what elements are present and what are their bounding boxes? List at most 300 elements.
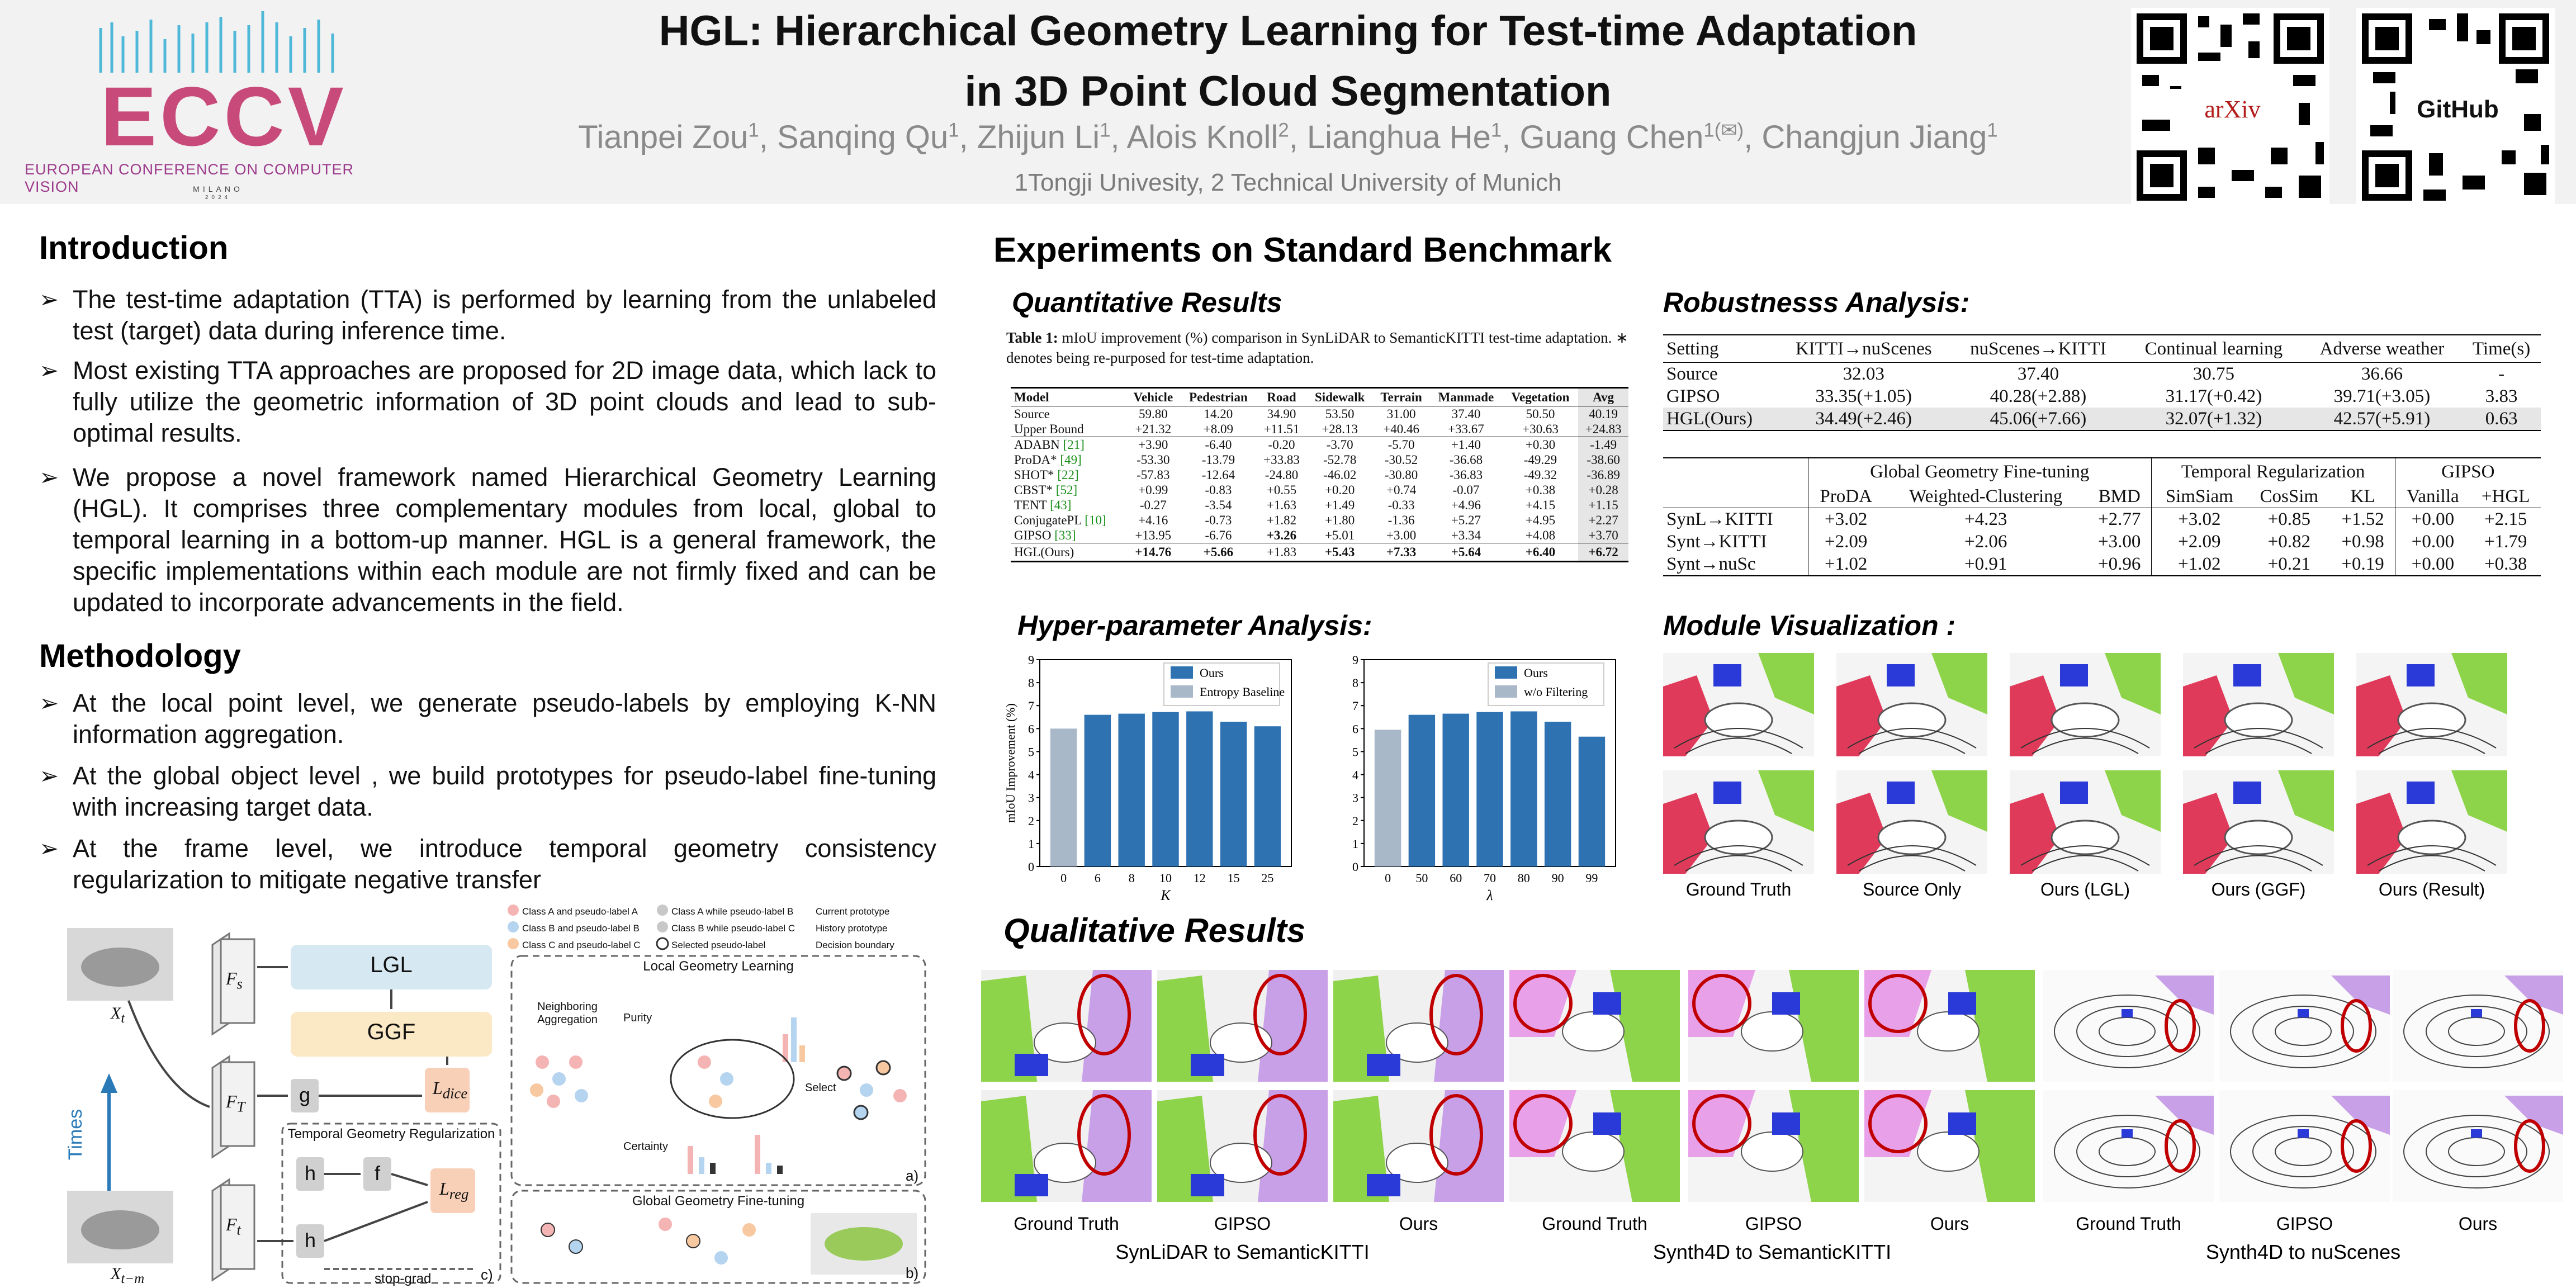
legend-label: Ours (1200, 666, 1224, 680)
model-name: SHOT* (1014, 468, 1054, 482)
table-cell: +4.15 (1525, 498, 1556, 512)
module-vis-images (1663, 653, 2513, 877)
table-cell: +5.27 (1451, 513, 1481, 527)
citation-link[interactable]: [43] (1046, 498, 1072, 512)
column-header: Model (1011, 388, 1126, 406)
table-cell: -0.83 (1205, 483, 1232, 497)
qual-label-ours-3: Ours (2458, 1214, 2498, 1234)
y-tick-label: 3 (1352, 790, 1358, 805)
table-cell: Synt→KITTI (1663, 531, 1808, 553)
table-cell: +0.99 (1138, 483, 1168, 497)
table-cell: 39.71(+3.05) (2333, 386, 2431, 406)
arxiv-label: arXiv (2170, 89, 2295, 130)
module-vis-label-gt: Ground Truth (1685, 879, 1792, 899)
citation-link[interactable]: [22] (1054, 468, 1079, 482)
x-tick-label: 0 (1060, 871, 1067, 885)
table-cell: -0.20 (1257, 437, 1307, 453)
author-name: Lianghua He (1306, 119, 1491, 155)
table-cell: +1.79 (2484, 532, 2527, 552)
y-tick-label: 4 (1352, 768, 1358, 782)
author-name: Zhijun Li (977, 119, 1100, 155)
citation-link[interactable]: [33] (1051, 528, 1076, 542)
table-cell: 37.40 (1451, 407, 1481, 421)
method-bullet-2: ➢ At the global object level , we build prototypes for pseudo-label fine-tuning with increasing target data. (39, 761, 936, 821)
robustness-heading: Robustnesss Analysis: (1663, 287, 1970, 318)
table-cell: +11.51 (1263, 422, 1300, 436)
module-vis-grid (1663, 653, 2513, 905)
table-cell: -6.76 (1205, 528, 1232, 542)
table-cell: -12.64 (1201, 468, 1235, 482)
source-model-label: $F_s$ (226, 968, 243, 992)
author-affiliation-mark: 2 (1278, 119, 1289, 141)
y-tick-label: 4 (1028, 768, 1034, 782)
table-cell: +1.02 (2151, 553, 2247, 576)
table-cell: +0.21 (2247, 553, 2331, 576)
certainty-label: Certainty (623, 1140, 669, 1153)
column-header: Avg (1578, 388, 1628, 406)
table-cell: 40.19 (1578, 406, 1628, 422)
qual-label-gipso-3: GIPSO (2276, 1214, 2333, 1234)
table-cell: +21.32 (1135, 422, 1172, 436)
table-cell: 30.75 (2193, 364, 2235, 384)
table-cell: -6.40 (1180, 437, 1257, 453)
panel-b-label: b) (906, 1265, 919, 1281)
table-row (1011, 452, 1628, 467)
reg-loss-label: $L_{reg}$ (439, 1178, 469, 1202)
qual-label-ours-2: Ours (1930, 1214, 1969, 1234)
arxiv-qr-code[interactable] (2131, 8, 2329, 206)
quantitative-heading: Quantitative Results (1012, 287, 1282, 318)
column-group-header: Global Geometry Fine-tuning (1808, 458, 2151, 485)
table-cell: +14.76 (1126, 543, 1180, 562)
table-row (1011, 513, 1628, 528)
table-cell: +5.43 (1306, 543, 1373, 562)
table-cell: +0.82 (2267, 532, 2310, 552)
table-header-row (1663, 485, 2541, 508)
frame-xt-label: $X_t$ (111, 1004, 125, 1026)
x-tick-label: 70 (1484, 871, 1496, 885)
table-cell: -52.78 (1323, 453, 1357, 467)
author-affiliation-mark: 1(✉) (1703, 119, 1744, 141)
column-group-header: Temporal Regularization (2151, 458, 2395, 485)
table-cell: - (2498, 364, 2505, 384)
table-cell: -36.68 (1449, 453, 1483, 467)
table-cell: +8.09 (1203, 422, 1234, 436)
table-cell: +0.20 (1325, 483, 1355, 497)
author-list: Tianpei Zou$^1$, Sanqing Qu$^1$, Zhijun Li$^1$, Alois Knoll$^2$, Lianghua He$^1$, Guang Chen$^{1(✉)}$, Changjun Jiang$^1$ (578, 119, 1998, 155)
purity-label: Purity (623, 1012, 652, 1024)
table-cell: 50.50 (1526, 407, 1555, 421)
bar (1050, 728, 1077, 866)
table-cell: +40.46 (1383, 422, 1419, 436)
eccv-year: 2024 (205, 195, 231, 201)
table-cell: 33.35(+1.05) (1815, 386, 1912, 406)
table-row (1663, 363, 2541, 386)
citation-link[interactable]: [52] (1053, 483, 1078, 497)
table-cell: -0.27 (1139, 498, 1167, 512)
model-name-cell (1011, 498, 1126, 513)
model-name-cell (1011, 437, 1126, 453)
y-tick-label: 5 (1028, 745, 1034, 759)
table-cell: 14.20 (1204, 407, 1233, 421)
table-cell: -1.49 (1578, 437, 1628, 453)
qual-group-synth4d-kitti: Synth4D to SemanticKITTI (1652, 1240, 1892, 1263)
times-label: Times (65, 1109, 87, 1161)
module-vis-label-ggf: Ours (GGF) (2211, 879, 2306, 899)
model-name: TENT (1014, 498, 1047, 512)
table-cell: +30.63 (1522, 422, 1559, 436)
table-cell: -38.60 (1578, 452, 1628, 467)
methodology-heading: Methodology (39, 638, 241, 674)
table-cell: -53.30 (1137, 453, 1170, 467)
table-cell: +2.09 (1824, 532, 1868, 552)
model-name-cell (1011, 467, 1126, 482)
author-affiliation-mark: 1 (748, 119, 759, 141)
hyper-charts (1003, 653, 1644, 903)
column-group-header: GIPSO (2395, 458, 2541, 485)
column-header: Sidewalk (1306, 388, 1373, 406)
module-vis-label-lgl: Ours (LGL) (2040, 879, 2130, 899)
table-cell: +13.95 (1135, 528, 1172, 542)
table-row (1011, 498, 1628, 513)
table-cell: 42.57(+5.91) (2302, 408, 2462, 430)
column-header: KL (2331, 485, 2395, 508)
citation-link[interactable]: [10] (1081, 513, 1106, 527)
table-cell: +0.98 (2331, 531, 2395, 553)
lgl-block: LGL (370, 953, 413, 977)
table-cell: -57.83 (1137, 468, 1170, 482)
module-vis-label-result: Ours (Result) (2378, 879, 2485, 899)
model-name: ADABN (1014, 438, 1060, 452)
y-tick-label: 1 (1352, 836, 1358, 851)
x-tick-label: 10 (1159, 871, 1172, 885)
model-name-cell (1011, 452, 1126, 467)
column-header: Continual learning (2125, 335, 2302, 363)
table-cell: +4.08 (1525, 528, 1556, 542)
robustness-table2 (1663, 457, 2541, 576)
table-cell: -0.33 (1388, 498, 1415, 512)
table-cell: 3.83 (2485, 386, 2518, 406)
table-cell: 31.17(+0.42) (2165, 386, 2262, 406)
table-cell: +6.40 (1503, 543, 1579, 562)
stop-grad-label: stop-grad (375, 1271, 432, 1286)
y-tick-label: 7 (1028, 699, 1034, 713)
table-cell: 37.40 (2017, 364, 2059, 384)
x-tick-label: 12 (1193, 871, 1206, 885)
table-cell: +1.15 (1578, 498, 1628, 513)
h-block-top: h (304, 1162, 316, 1185)
table-cell: -36.83 (1449, 468, 1483, 482)
table-cell: +0.85 (2267, 509, 2310, 529)
empty-header (1663, 485, 1808, 508)
table-cell: +3.90 (1126, 437, 1180, 453)
arrow-bullet-icon: ➢ (39, 464, 59, 490)
table-cell: GIPSO (1666, 386, 1720, 406)
ggf-block: GGF (367, 1020, 416, 1044)
column-header: SimSiam (2151, 485, 2247, 508)
author-affiliation-mark: 1 (1100, 119, 1111, 141)
table-cell: -1.36 (1388, 513, 1415, 527)
select-label: Select (805, 1082, 836, 1094)
intro-bullet-2: ➢ Most existing TTA approaches are proposed for 2D image data, which lack to fully utilize the geometric information of 3D point clouds and lead to sub-optimal results. (39, 356, 936, 447)
table-cell: +3.00 (1386, 528, 1417, 542)
table-cell: -5.70 (1373, 437, 1429, 453)
model-name: ConjugatePL (1014, 513, 1082, 527)
column-header: Road (1257, 388, 1307, 406)
table-cell: HGL(Ours) (1011, 543, 1126, 562)
table-cell: +1.82 (1266, 513, 1297, 527)
hyper-chart-svg (1003, 653, 1644, 903)
table-cell: +0.74 (1386, 483, 1417, 497)
column-header: BMD (2088, 485, 2151, 508)
table-row (1011, 482, 1628, 498)
legend-swatch (1495, 666, 1517, 679)
bar (1442, 714, 1469, 866)
arrow-bullet-icon: ➢ (39, 690, 59, 716)
y-tick-label: 6 (1028, 722, 1034, 736)
diagram-shapes (61, 900, 931, 1286)
table-cell: +33.67 (1448, 422, 1484, 436)
column-header: Vanilla (2395, 485, 2470, 508)
table-header-row (1011, 388, 1628, 406)
table-cell: +2.27 (1578, 513, 1628, 528)
table-cell: +2.77 (2088, 508, 2151, 531)
citation-link[interactable]: [49] (1057, 453, 1082, 467)
table-cell: +0.28 (1578, 482, 1628, 498)
poster-title-line1: HGL: Hierarchical Geometry Learning for Test-time Adaptation (659, 7, 1917, 55)
table-cell: +1.63 (1266, 498, 1297, 512)
table-cell: Source (1666, 364, 1718, 384)
table-cell: +4.23 (1964, 509, 2007, 529)
x-tick-label: 15 (1227, 871, 1240, 885)
table-cell: +1.83 (1257, 543, 1307, 562)
github-qr-code[interactable] (2356, 8, 2555, 206)
table-cell: 53.50 (1325, 407, 1355, 421)
robustness-table1 (1663, 334, 2541, 431)
table-cell: +7.33 (1373, 543, 1429, 562)
table-cell: +0.55 (1266, 483, 1297, 497)
table-cell: +1.40 (1429, 437, 1503, 453)
bar (1152, 712, 1178, 866)
table-cell: +6.72 (1578, 543, 1628, 562)
qual-label-gt-2: Ground Truth (1542, 1214, 1647, 1234)
table-cell: +3.02 (2178, 509, 2221, 529)
h-block-bottom: h (304, 1229, 316, 1252)
frame-xtm-label: $X_{t-m}$ (111, 1265, 145, 1286)
local-geometry-title: Local Geometry Learning (643, 959, 794, 974)
author-name: Alois Knoll (1126, 119, 1278, 155)
module-vis-heading: Module Visualization : (1663, 610, 1956, 641)
model-name: GIPSO (1014, 528, 1052, 542)
table-cell: -49.29 (1523, 453, 1557, 467)
table-cell: +3.34 (1451, 528, 1481, 542)
y-tick-label: 0 (1352, 860, 1358, 874)
qualitative-grid (981, 970, 2563, 1272)
citation-link[interactable]: [21] (1059, 438, 1085, 452)
x-axis-label: λ (1486, 887, 1493, 903)
table-cell: +0.30 (1503, 437, 1579, 453)
bar (1545, 722, 1571, 866)
introduction-heading: Introduction (39, 230, 229, 266)
table-row (1663, 508, 2541, 531)
column-header: Pedestrian (1180, 388, 1257, 406)
x-tick-label: 25 (1261, 871, 1274, 885)
bar (1186, 712, 1213, 867)
table-cell: +1.52 (2331, 508, 2395, 531)
table-cell: +0.38 (2470, 553, 2541, 576)
table-cell: +0.19 (2331, 553, 2395, 576)
bar (1510, 712, 1537, 867)
bar (1254, 726, 1281, 866)
qual-group-synlidar-kitti: SynLiDAR to SemanticKITTI (1115, 1240, 1370, 1263)
table-cell: 0.63 (2462, 408, 2541, 430)
y-tick-label: 2 (1028, 813, 1034, 828)
arrow-bullet-icon: ➢ (39, 835, 59, 861)
dice-loss-label: $L_{dice}$ (433, 1078, 468, 1102)
x-axis-label: K (1161, 887, 1171, 903)
x-tick-label: 80 (1517, 871, 1530, 885)
arrow-bullet-icon: ➢ (39, 357, 59, 383)
empty-header (1663, 458, 1808, 485)
table-cell: -0.07 (1452, 483, 1480, 497)
x-tick-label: 8 (1128, 871, 1135, 885)
column-header: Setting (1663, 335, 1777, 363)
table-cell: +24.83 (1578, 422, 1628, 437)
table-cell: 34.49(+2.46) (1777, 408, 1951, 430)
author-name: Sanqing Qu (776, 119, 949, 155)
table-cell: -49.32 (1523, 468, 1557, 482)
model-name: ProDA* (1014, 453, 1057, 467)
bar (1085, 715, 1111, 866)
legend-swatch (1495, 685, 1517, 698)
legend-swatch (1171, 685, 1193, 698)
model-name: CBST* (1014, 483, 1053, 497)
bar (1579, 737, 1605, 866)
tgr-title: Temporal Geometry Regularization (287, 1126, 495, 1142)
x-tick-label: 50 (1415, 871, 1428, 885)
column-header: Vehicle (1126, 388, 1180, 406)
module-vis-label-source: Source Only (1862, 879, 1962, 899)
table-cell: -0.73 (1205, 513, 1232, 527)
column-header: nuScenes→KITTI (1951, 335, 2125, 363)
author-name: Guang Chen (1519, 119, 1704, 155)
qual-label-gt-1: Ground Truth (1014, 1214, 1119, 1234)
table-cell: +2.06 (1964, 532, 2007, 552)
author-affiliation-mark: 1 (1490, 119, 1502, 141)
table-cell: +0.00 (2411, 532, 2455, 552)
qualitative-heading: Qualitative Results (1003, 912, 1306, 949)
table-cell: Synt→nuSc (1663, 553, 1808, 576)
table-cell: +0.00 (2411, 509, 2455, 529)
qual-label-ours-1: Ours (1399, 1214, 1438, 1234)
table-cell: +1.49 (1325, 498, 1355, 512)
y-tick-label: 2 (1352, 813, 1358, 828)
qual-group-synth4d-nuscenes: Synth4D to nuScenes (2205, 1240, 2401, 1263)
table-cell: 32.03 (1843, 364, 1884, 384)
table-cell: +5.64 (1429, 543, 1503, 562)
table-cell: +0.38 (1525, 483, 1556, 497)
poster-title-line2: in 3D Point Cloud Segmentation (964, 68, 1612, 115)
table-cell: -13.79 (1201, 453, 1235, 467)
legend-label: Ours (1524, 666, 1548, 680)
table-cell: +2.09 (2178, 532, 2221, 552)
table-cell: -3.54 (1205, 498, 1232, 512)
g-block: g (299, 1083, 311, 1106)
y-tick-label: 1 (1028, 836, 1034, 851)
f-block: f (374, 1162, 380, 1185)
table-cell: -24.80 (1265, 468, 1299, 482)
table-cell: +33.83 (1263, 453, 1300, 467)
qual-label-gipso-1: GIPSO (1214, 1214, 1271, 1234)
qualitative-images (981, 970, 2563, 1210)
table-cell: +4.96 (1451, 498, 1481, 512)
author-affiliation-mark: 1 (948, 119, 959, 141)
table-cell: +4.16 (1138, 513, 1168, 527)
qual-label-gipso-2: GIPSO (1745, 1214, 1802, 1234)
column-header: Weighted-Clustering (1884, 485, 2088, 508)
table-cell: +4.95 (1525, 513, 1556, 527)
x-tick-label: 60 (1450, 871, 1462, 885)
qual-label-gt-3: Ground Truth (2076, 1214, 2181, 1234)
column-header: ProDA (1808, 485, 1883, 508)
target-model-label: $F_t$ (226, 1214, 241, 1238)
table-row (1663, 408, 2541, 430)
column-header: Time(s) (2462, 335, 2541, 363)
table-row (1663, 385, 2541, 408)
table-cell: -3.70 (1306, 437, 1373, 453)
table-cell: +5.66 (1180, 543, 1257, 562)
model-name-cell (1011, 482, 1126, 498)
x-tick-label: 6 (1094, 871, 1101, 885)
table-cell: +3.02 (1824, 509, 1868, 529)
table-row (1011, 406, 1628, 422)
table-cell: +0.96 (2088, 553, 2151, 576)
intro-bullet-1: ➢ The test-time adaptation (TTA) is performed by learning from the unlabeled test (target) data during inference time. (39, 285, 936, 345)
y-tick-label: 7 (1352, 699, 1358, 713)
column-header: KITTI→nuScenes (1777, 335, 1951, 363)
model-name-cell (1011, 528, 1126, 543)
table-row (1011, 467, 1628, 482)
author-affiliation-mark: 1 (1987, 119, 1998, 141)
legend-label: Entropy Baseline (1200, 685, 1285, 699)
table-group-row (1663, 458, 2541, 485)
bar (1118, 714, 1144, 866)
y-tick-label: 8 (1352, 676, 1358, 690)
table-cell: +3.00 (2088, 531, 2151, 553)
neighboring-aggregation-label: Neighboring Aggregation (537, 1001, 598, 1026)
table-cell: +28.13 (1322, 422, 1358, 436)
table-cell: +1.02 (1808, 553, 1883, 576)
eccv-city: MILANO (193, 184, 243, 193)
legend-label: w/o Filtering (1524, 685, 1588, 699)
column-header: +HGL (2470, 485, 2541, 508)
table-cell: +2.15 (2484, 509, 2527, 529)
affiliations: 1Tongji Univesity, 2 Technical University of Munich (1014, 169, 1562, 196)
column-header: Terrain (1373, 388, 1429, 406)
table-cell: Source (1014, 407, 1050, 421)
table-cell: 36.66 (2361, 364, 2403, 384)
table-cell: -30.80 (1384, 468, 1418, 482)
column-header: Vegetation (1503, 388, 1579, 406)
table-cell: -30.52 (1384, 453, 1418, 467)
table-cell: +1.80 (1325, 513, 1355, 527)
table-cell: +3.26 (1266, 528, 1297, 542)
y-tick-label: 9 (1352, 653, 1358, 667)
author-name: Changjun Jiang (1761, 119, 1987, 155)
x-tick-label: 0 (1385, 871, 1391, 885)
table-row (1011, 437, 1628, 453)
table-cell: +3.70 (1578, 528, 1628, 543)
